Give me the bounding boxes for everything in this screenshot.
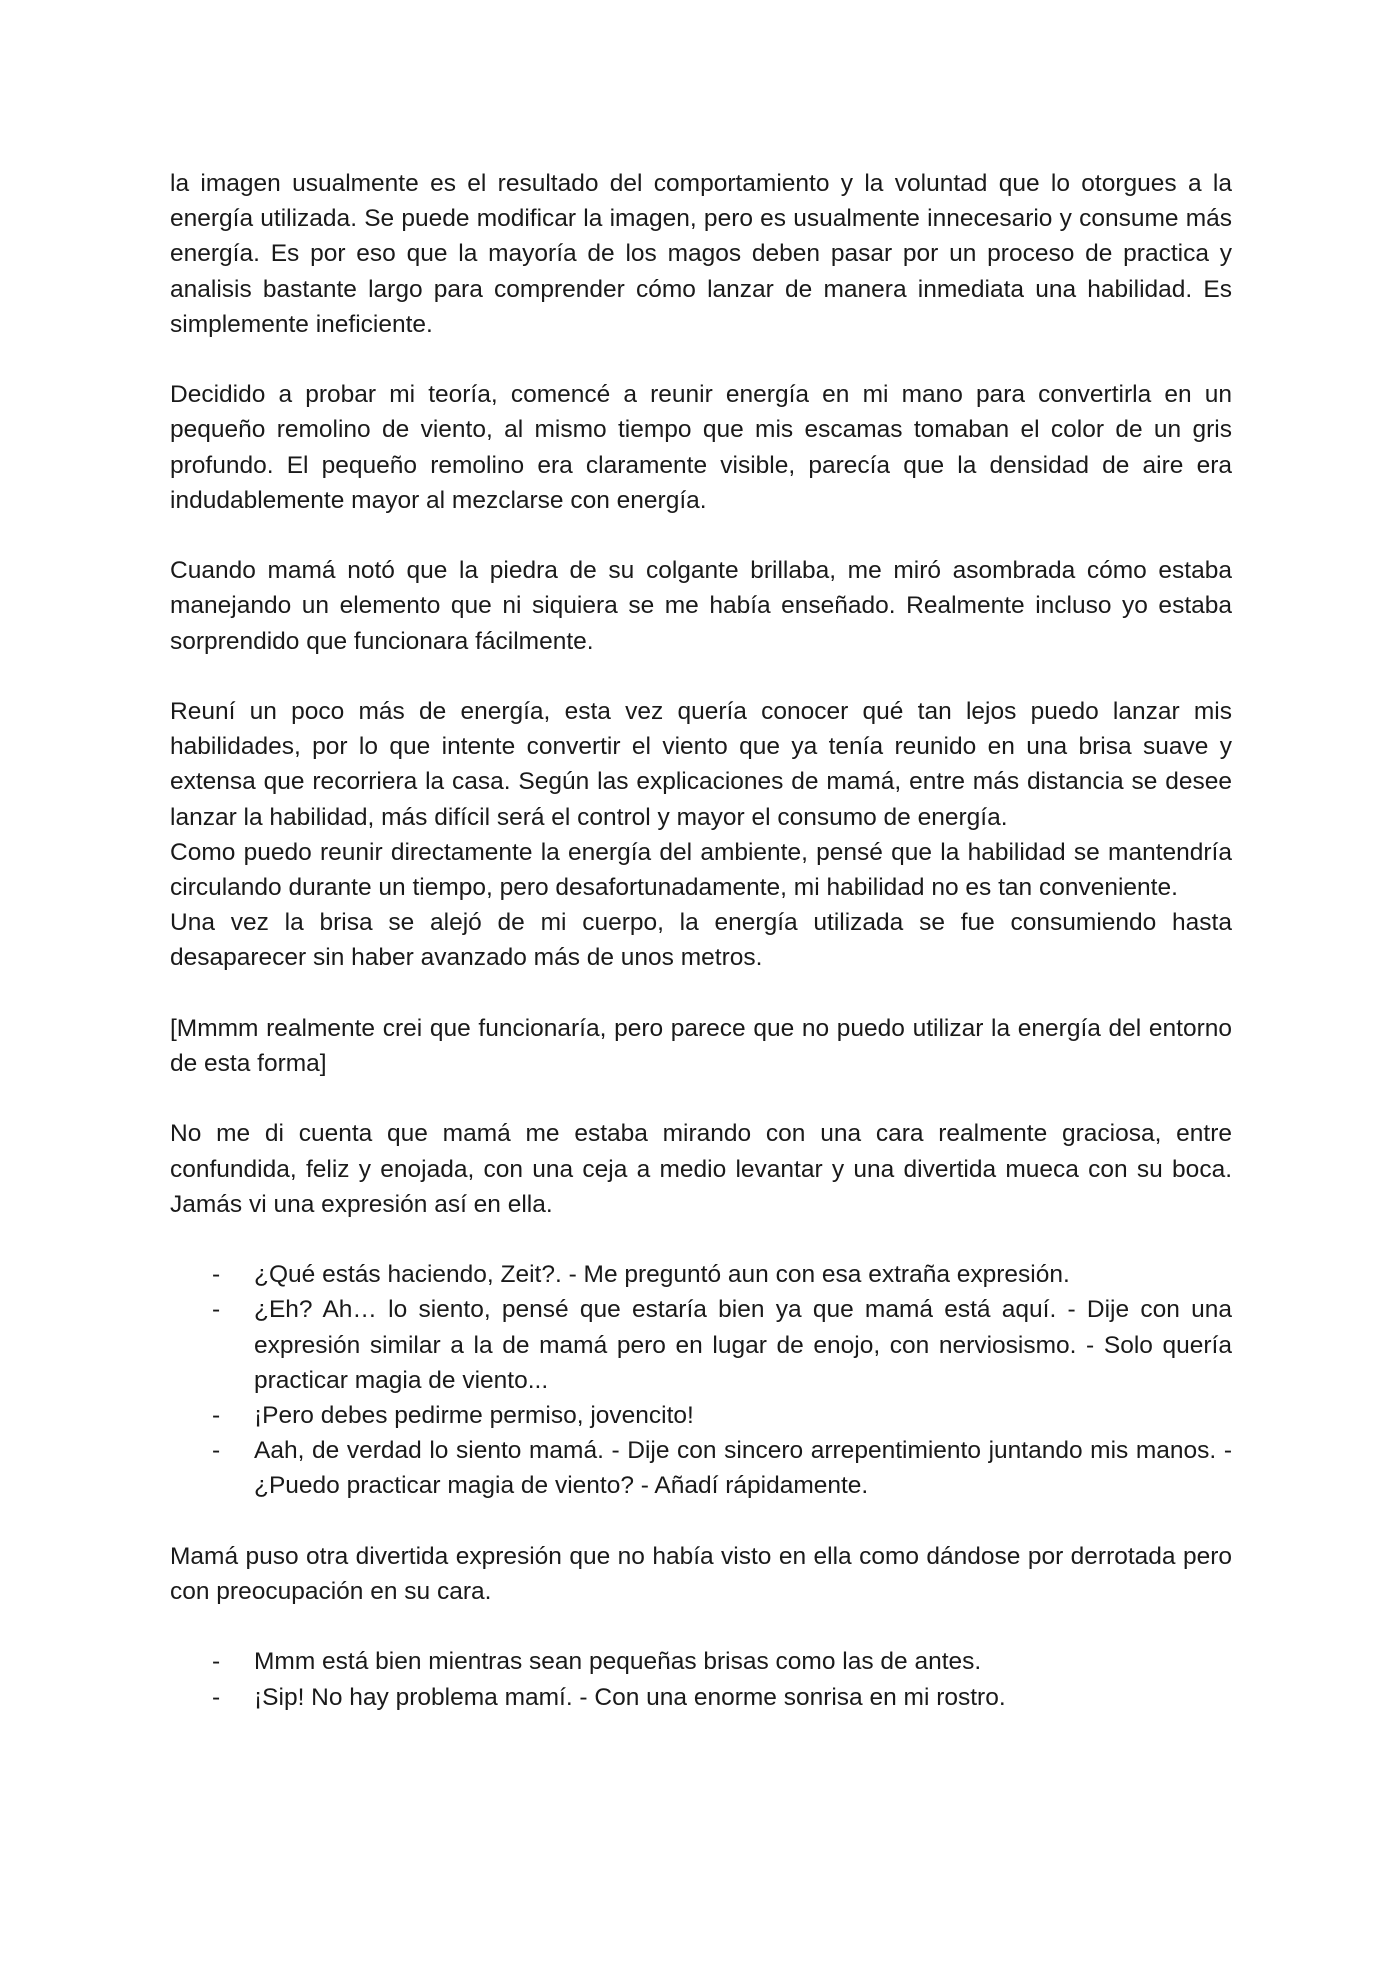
- bullet-dash: -: [212, 1296, 221, 1324]
- dialogue-text: ¿Eh? Ah… lo siento, pensé que estaría bien ya que mamá está aquí. - Dije con una expresión similar a la de mamá pero en lugar de enojo, con nerviosismo. - Solo quería practicar magia de viento...: [254, 1296, 1232, 1394]
- dialogue-list: [170, 1257, 1232, 1503]
- paragraph: [Mmmm realmente crei que funcionaría, pero parece que no puedo utilizar la energía del entorno de esta forma]: [170, 1014, 1232, 1078]
- bullet-dash: -: [212, 1437, 221, 1465]
- paragraph: Una vez la brisa se alejó de mi cuerpo, la energía utilizada se fue consumiendo hasta desaparecer sin haber avanzado más de unos metros.: [170, 909, 1232, 972]
- dialogue-text: Mmm está bien mientras sean pequeñas brisas como las de antes.: [254, 1648, 982, 1676]
- dialogue-text: Aah, de verdad lo siento mamá. - Dije con sincero arrepentimiento juntando mis manos. - ¿Puedo practicar magia de viento? - Añadí rápidamente.: [254, 1437, 1232, 1500]
- dialogue-list: [170, 1644, 1232, 1714]
- dialogue-line: [170, 1644, 1232, 1679]
- paragraph: No me di cuenta que mamá me estaba mirando con una cara realmente graciosa, entre confundida, feliz y enojada, con una ceja a medio levantar y una divertida mueca con su boca. Jamás vi una expresión así en ella.: [170, 1120, 1232, 1218]
- dialogue-text: ¡Sip! No hay problema mamí. - Con una enorme sonrisa en mi rostro.: [254, 1683, 1006, 1711]
- dialogue-line: [170, 1257, 1232, 1292]
- dialogue-line: [170, 1292, 1232, 1398]
- paragraph: Decidido a probar mi teoría, comencé a reunir energía en mi mano para convertirla en un pequeño remolino de viento, al mismo tiempo que mis escamas tomaban el color de un gris profundo. El pequeño remolino era claramente visible, parecía que la densidad de aire era indudablemente mayor al mezclarse con energía.: [170, 381, 1232, 514]
- dialogue-text: ¡Pero debes pedirme permiso, jovencito!: [254, 1402, 694, 1430]
- paragraph: la imagen usualmente es el resultado del comportamiento y la voluntad que lo otorgues a la energía utilizada. Se puede modificar la imagen, pero es usualmente innecesario y consume más energía. Es por eso que la mayoría de los magos deben pasar por un proceso de practica y analisis bastante largo para comprender cómo lanzar de manera inmediata una habilidad. Es simplemente ineficiente.: [170, 170, 1232, 338]
- paragraph-group: [170, 694, 1232, 976]
- paragraph: Como puedo reunir directamente la energía del ambiente, pensé que la habilidad se mantendría circulando durante un tiempo, pero desafortunadamente, mi habilidad no es tan conveniente.: [170, 838, 1232, 902]
- paragraph: Mamá puso otra divertida expresión que no había visto en ella como dándose por derrotada pero con preocupación en su cara.: [170, 1542, 1232, 1606]
- dialogue-line: [170, 1398, 1232, 1433]
- dialogue-line: [170, 1433, 1232, 1503]
- bullet-dash: -: [212, 1261, 221, 1289]
- document-page: [170, 166, 1232, 1750]
- paragraph: Cuando mamá notó que la piedra de su colgante brillaba, me miró asombrada cómo estaba manejando un elemento que ni siquiera se me había enseñado. Realmente incluso yo estaba sorprendido que funcionara fácilmente.: [170, 557, 1232, 655]
- dialogue-line: [170, 1680, 1232, 1715]
- paragraph: Reuní un poco más de energía, esta vez quería conocer qué tan lejos puedo lanzar mis habilidades, por lo que intente convertir el viento que ya tenía reunido en una brisa suave y extensa que recorriera la casa. Según las explicaciones de mamá, entre más distancia se desee lanzar la habilidad, más difícil será el control y mayor el consumo de energía.: [170, 698, 1232, 831]
- bullet-dash: -: [212, 1648, 221, 1676]
- bullet-dash: -: [212, 1402, 221, 1430]
- dialogue-text: ¿Qué estás haciendo, Zeit?. - Me preguntó aun con esa extraña expresión.: [254, 1261, 1070, 1289]
- bullet-dash: -: [212, 1683, 221, 1711]
